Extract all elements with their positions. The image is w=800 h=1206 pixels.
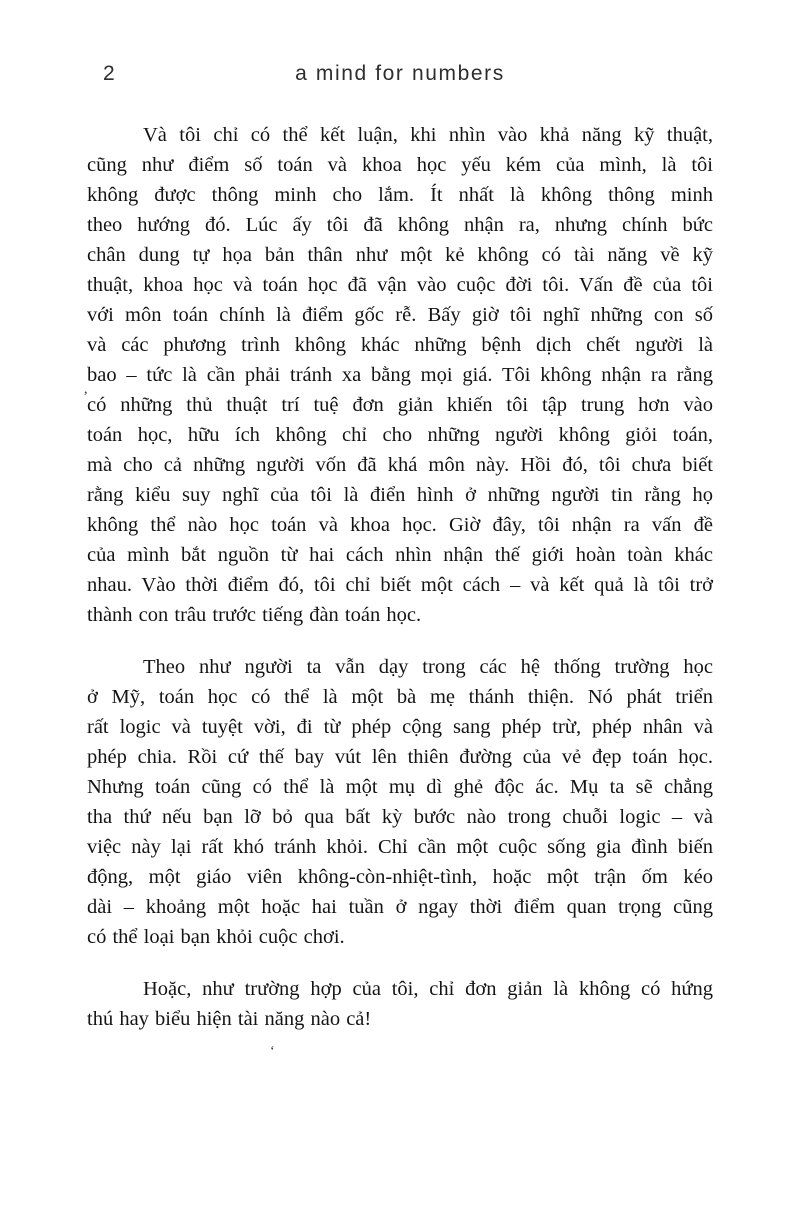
scan-artifact-footer: ‘ (270, 1044, 275, 1059)
paragraph-2 (87, 652, 713, 952)
text-line: Nhưng toán cũng có thể là một mụ dì ghẻ độc ác. Mụ ta sẽ chẳng (87, 776, 713, 798)
text-line: rằng kiểu suy nghĩ của tôi là điển hình ở những người tin rằng họ (87, 484, 713, 506)
text-line: thành con trâu trước tiếng đàn toán học. (87, 604, 422, 626)
text-line: mà cho cả những người vốn đã khá môn này. Hồi đó, tôi chưa biết (87, 454, 713, 476)
page-header (87, 62, 713, 92)
paragraph-3 (87, 974, 713, 1034)
text-line: Hoặc, như trường hợp của tôi, chỉ đơn giản là không có hứng (143, 978, 713, 1000)
text-line: việc này lại rất khó tránh khỏi. Chỉ cần một cuộc sống gia đình biến (87, 836, 713, 858)
text-line: rất logic và tuyệt vời, đi từ phép cộng sang phép trừ, phép nhân và (87, 716, 713, 738)
text-line: chân dung tự họa bản thân như một kẻ không có tài năng về kỹ (87, 244, 713, 266)
text-line: theo hướng đó. Lúc ấy tôi đã không nhận ra, nhưng chính bức (87, 214, 713, 236)
text-line: tha thứ nếu bạn lỡ bỏ qua bất kỳ bước nào trong chuỗi logic – và (87, 806, 713, 828)
text-line: thuật, khoa học và toán học đã vận vào cuộc đời tôi. Vấn đề của tôi (87, 274, 713, 296)
text-line: toán học, hữu ích không chỉ cho những người không giỏi toán, (87, 424, 713, 446)
paragraph-1 (87, 120, 713, 630)
text-line: không thể nào học toán và khoa học. Giờ đây, tôi nhận ra vấn đề (87, 514, 713, 536)
text-line: ở Mỹ, toán học có thể là một bà mẹ thánh thiện. Nó phát triển (87, 686, 713, 708)
text-line: bao – tức là cần phải tránh xa bằng mọi giá. Tôi không nhận ra rằng (87, 364, 713, 386)
text-line: có những thủ thuật trí tuệ đơn giản khiến tôi tập trung hơn vào (87, 394, 713, 416)
text-line: Theo như người ta vẫn dạy trong các hệ thống trường học (143, 656, 713, 678)
text-line: với môn toán chính là điểm gốc rễ. Bấy giờ tôi nghĩ những con số (87, 304, 713, 326)
text-line: Và tôi chỉ có thể kết luận, khi nhìn vào khả năng kỹ thuật, (143, 124, 713, 146)
text-line: thú hay biểu hiện tài năng nào cả! (87, 1008, 372, 1030)
page-number: 2 (103, 62, 117, 85)
text-line: phép chia. Rồi cứ thế bay vút lên thiên đường của vẻ đẹp toán học. (87, 746, 713, 768)
text-line: dài – khoảng một hoặc hai tuần ở ngay thời điểm quan trọng cũng (87, 896, 713, 918)
text-line: nhau. Vào thời điểm đó, tôi chỉ biết một cách – và kết quả là tôi trở (87, 574, 713, 596)
text-line: cũng như điểm số toán và khoa học yếu kém của mình, là tôi (87, 154, 713, 176)
text-line: động, một giáo viên không-còn-nhiệt-tình, hoặc một trận ốm kéo (87, 866, 713, 888)
scan-artifact-margin: , (84, 382, 88, 397)
text-line: của mình bắt nguồn từ hai cách nhìn nhận thế giới hoàn toàn khác (87, 544, 713, 566)
text-line: không được thông minh cho lắm. Ít nhất là không thông minh (87, 184, 713, 206)
running-header-title: a mind for numbers (295, 62, 505, 85)
body-text (87, 120, 713, 1056)
text-line: và các phương trình không khác những bệnh dịch chết người là (87, 334, 713, 356)
text-line: có thể loại bạn khỏi cuộc chơi. (87, 926, 345, 948)
